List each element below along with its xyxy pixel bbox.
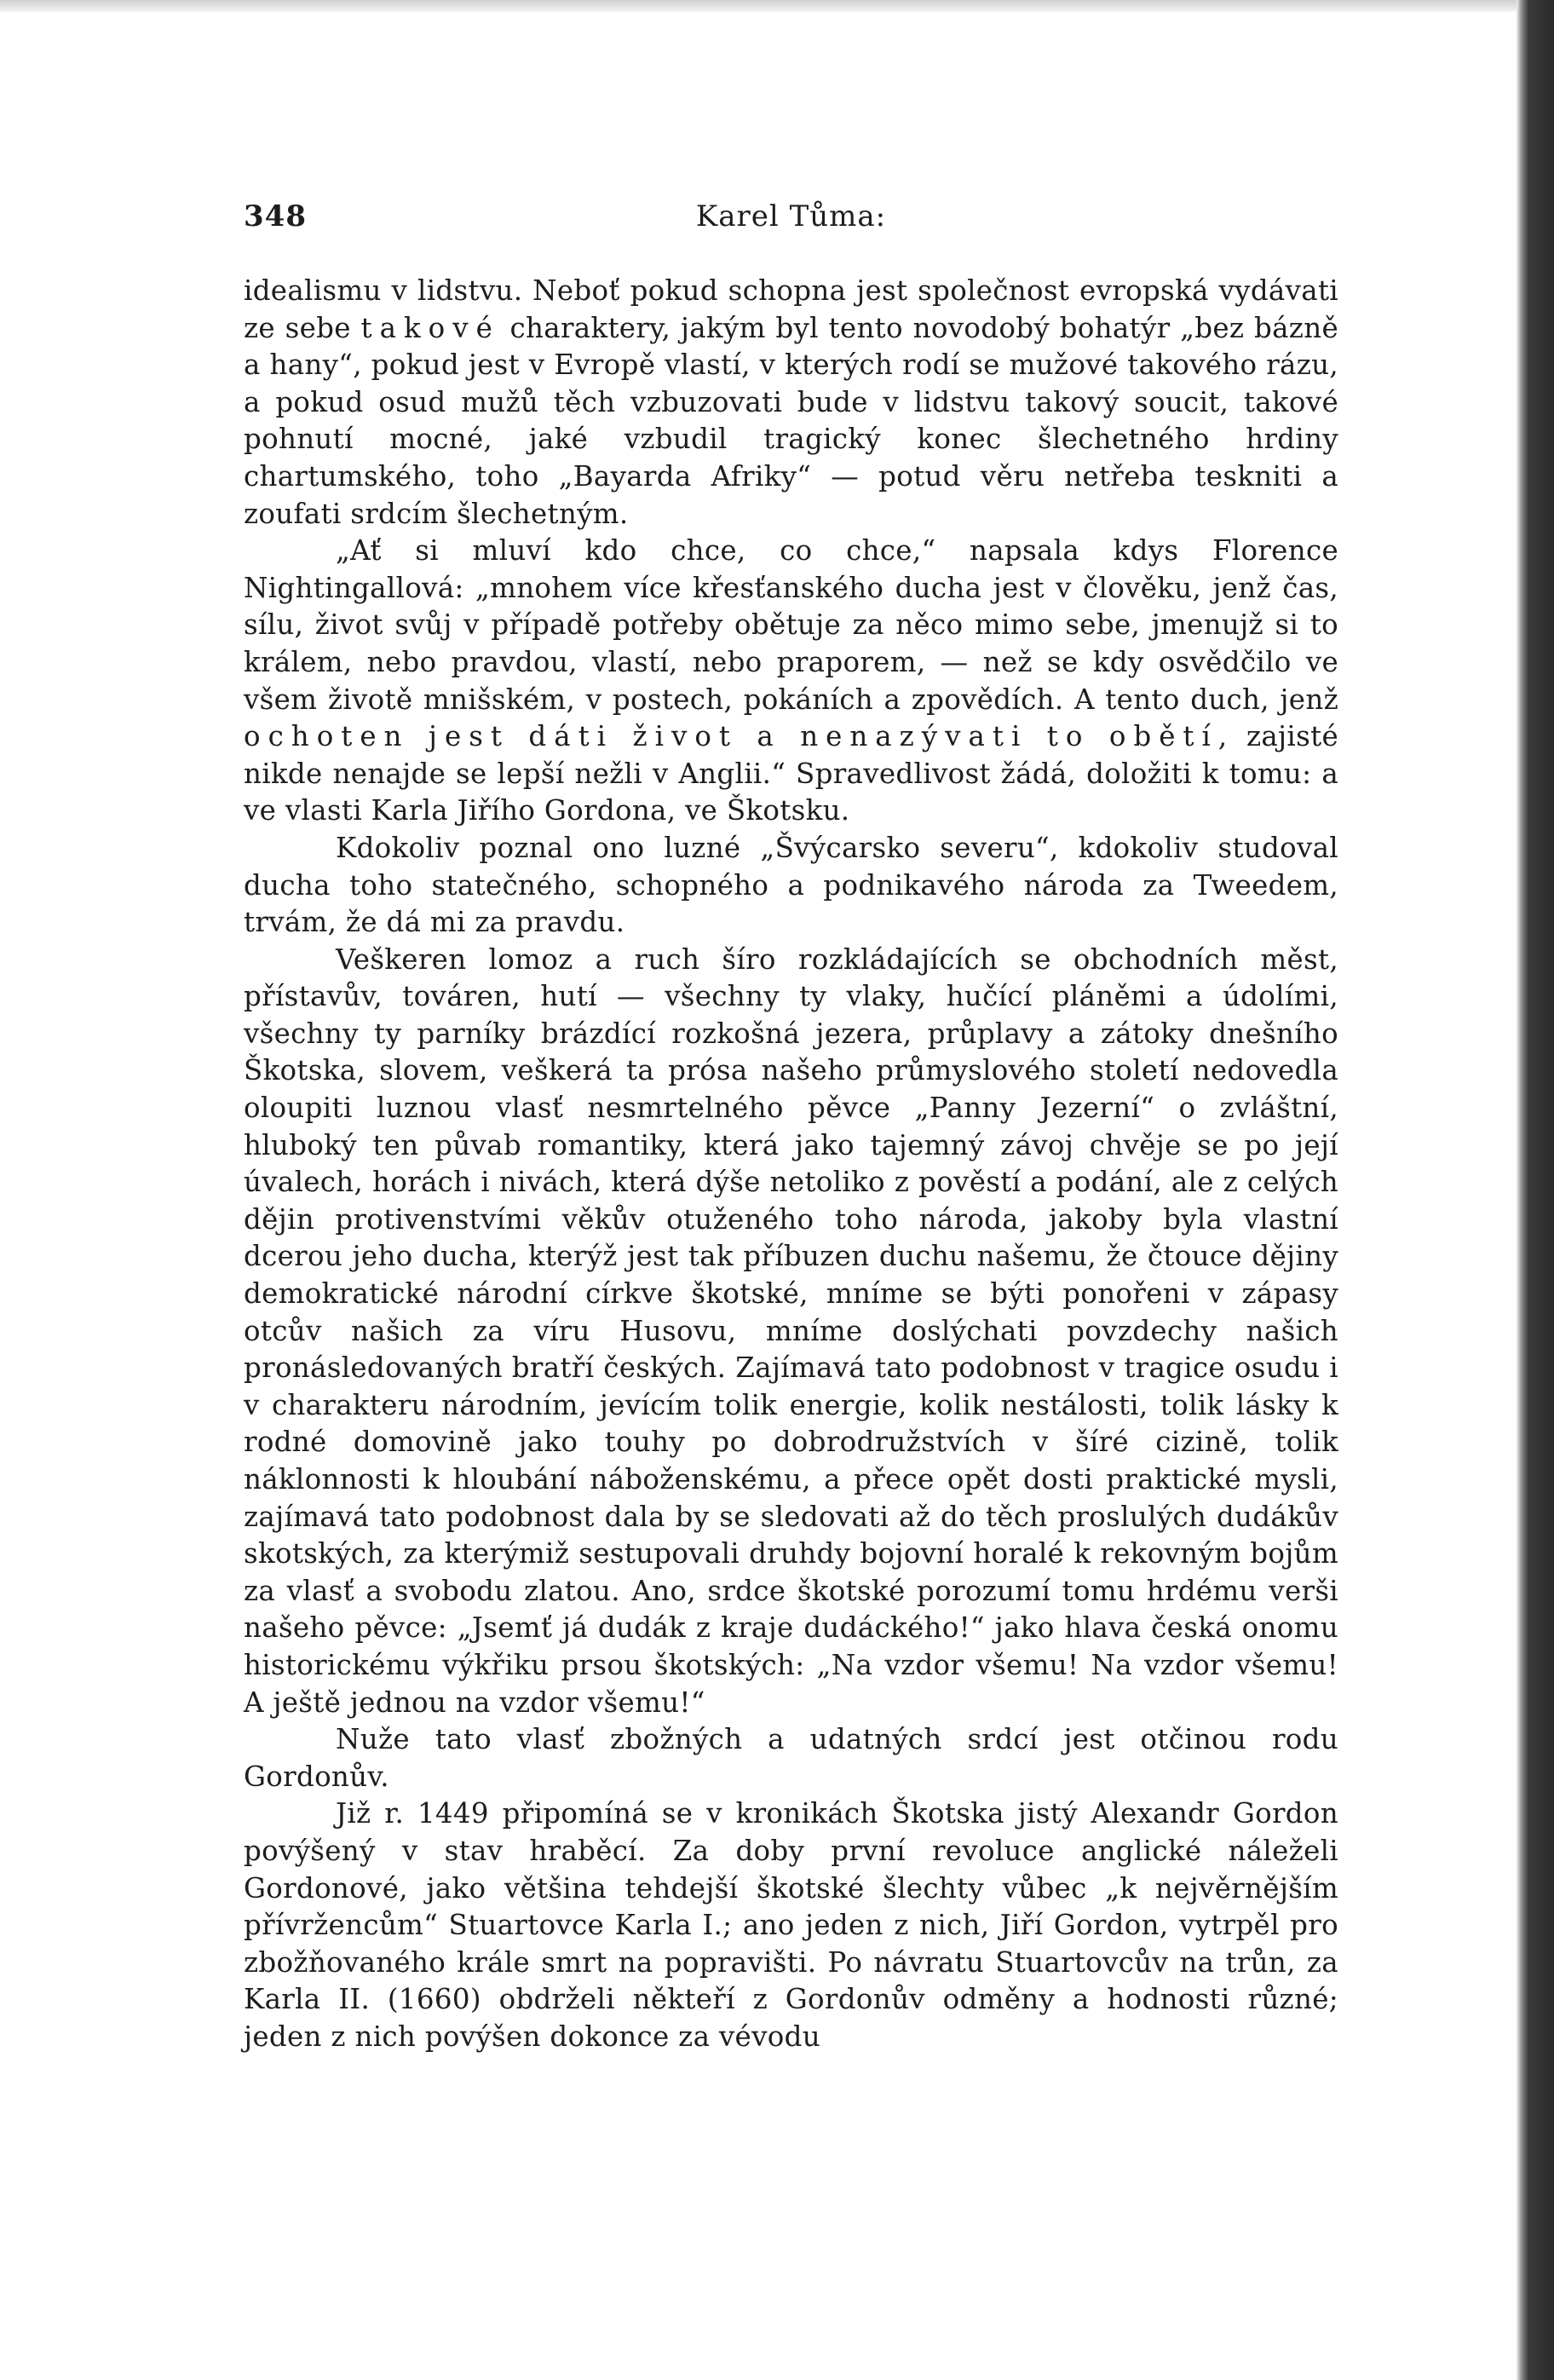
page-number: 348 xyxy=(244,199,307,233)
paragraph-text: Nuže tato vlasť zbožných a udatných srdcí jest otčinou rodu Gordonův. xyxy=(244,1723,1338,1793)
running-title: Karel Tůma: xyxy=(695,199,887,233)
paragraph-3 xyxy=(244,830,1338,942)
emphasized-text: takové xyxy=(360,311,500,344)
paragraph-4 xyxy=(244,942,1338,1721)
paragraph-6 xyxy=(244,1795,1338,2055)
paragraph-text: Již r. 1449 připomíná se v kronikách Škotska jistý Alexandr Gordon povýšený v stav hraběcí. Za doby první revoluce anglické náleželi Gordonové, jako většina tehdejší škotské šlechty vůbec „k nejvěrnějším přívržencům“ Stuartovce Karla I.; ano jeden z nich, Jiří Gordon, vytrpěl pro zbožňovaného krále smrt na popravišti. Po návratu Stuartovcův na trůn, za Karla II. (1660) obdrželi někteří z Gordonův odměny a hodnosti různé; jeden z nich povýšen dokonce za vévodu xyxy=(244,1797,1338,2053)
scan-edge-top xyxy=(0,0,1517,12)
paragraph-text: idealismu v lidstvu. Neboť pokud schopna jest společnost evropská vydávati ze sebe xyxy=(244,274,1338,344)
paragraph-5 xyxy=(244,1721,1338,1795)
paragraph-text: Veškeren lomoz a ruch šíro rozkládajících se obchodních měst, přístavův, továren, hutí — všechny ty vlaky, hučící pláněmi a údolími, všechny ty parníky brázdící rozkošná jezera, průplavy a zátoky dnešního Škotska, slovem, veškerá ta prósa našeho průmyslového století nedovedla oloupiti luznou vlasť nesmrtelného pěvce „Panny Jezerní“ o zvláštní, hluboký ten půvab romantiky, která jako tajemný závoj chvěje se po její úvalech, horách i nivách, která dýše netoliko z pověstí a podání, ale z celých dějin protivenstvími věkův otuženého toho národa, jakoby byla vlastní dcerou jeho ducha, kterýž jest tak příbuzen duchu našemu, že čtouce dějiny demokratické národní církve škotské, mníme se býti ponořeni v zápasy otcův našich za víru Husovu, mníme doslýchati povzdechy našich pronásledovaných bratří českých. Zajímavá tato podobnost v tragice osudu i v charakteru národním, jevícím tolik energie, kolik nestálosti, tolik lásky k rodné domovině jako touhy po dobrodružstvích v šíré cizině, tolik náklonnosti k hloubání náboženskému, a přece opět dosti praktické mysli, zajímavá tato podobnost dala by se sledovati až do těch proslulých dudákův skotských, za kterýmiž sestupovali druhdy bojovní horalé k rekovným bojům za vlasť a svobodu zlatou. Ano, srdce škotské porozumí tomu hrdému verši našeho pěvce: „Jsemť já dudák z kraje dudáckého!“ jako hlava česká onomu historickému výkřiku prsou škotských: „Na vzdor všemu! Na vzdor všemu! A ještě jednou na vzdor všemu!“ xyxy=(244,942,1338,1719)
scan-edge-right xyxy=(1517,0,1554,2380)
paragraph-text: Kdokoliv poznal ono luzné „Švýcarsko severu“, kdokoliv studoval ducha toho statečného, schopného a podnikavého národa za Tweedem, trvám, že dá mi za pravdu. xyxy=(244,831,1338,939)
paragraph-text: charaktery, jakým byl tento novodobý bohatýr „bez bázně a hany“, pokud jest v Evropě vlastí, v kterých rodí se mužové takového rázu, a pokud osud mužů těch vzbuzovati bude v lidstvu takový soucit, takové pohnutí mocné, jaké vzbudil tragický konec šlechetného hrdiny chartumského, toho „Bayarda Afriky“ — potud věru netřeba teskniti a zoufati srdcím šlechetným. xyxy=(244,311,1338,530)
running-head xyxy=(244,189,1338,240)
emphasized-text: ochoten jest dáti život a nenazývati to obětí, xyxy=(244,720,1235,753)
paragraph-text: zajisté nikde nenajde se lepší nežli v Anglii.“ Spravedlivost žádá, doložiti k tomu: a ve vlasti Karla Jiřího Gordona, ve Škotsku. xyxy=(244,720,1338,827)
paragraph-text: „Ať si mluví kdo chce, co chce,“ napsala kdys Florence Nightingallová: „mnohem více křesťanského ducha jest v člověku, jenž čas, sílu, život svůj v případě potřeby obětuje za něco mimo sebe, jmenujž si to králem, nebo pravdou, vlastí, nebo praporem, — než se kdy osvědčilo ve všem životě mnišském, v postech, pokáních a zpovědích. A tento duch, jenž xyxy=(244,534,1338,716)
book-page xyxy=(244,189,1338,2056)
body-text xyxy=(244,273,1338,2056)
paragraph-2 xyxy=(244,533,1338,830)
paragraph-1 xyxy=(244,273,1338,533)
